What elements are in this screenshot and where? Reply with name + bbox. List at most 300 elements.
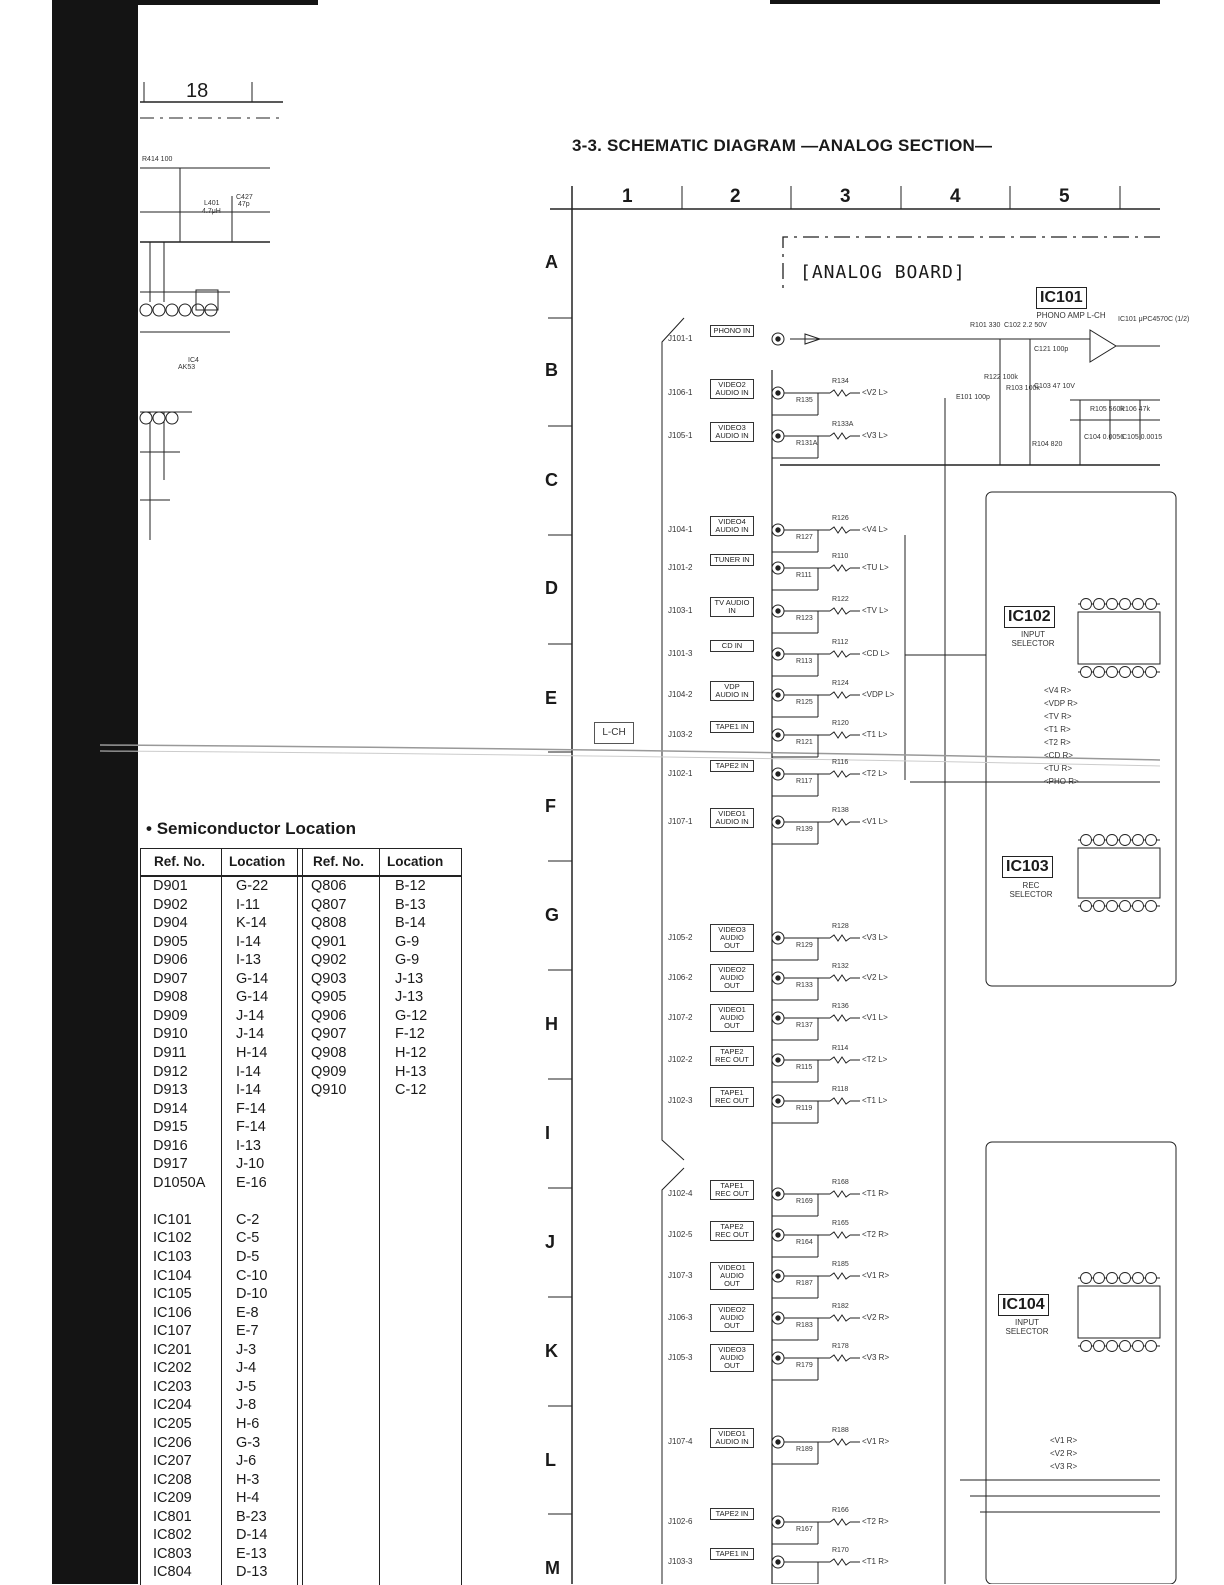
resistor-label: R165 [832, 1220, 849, 1227]
signal-tag: <V2 R> [862, 1313, 890, 1322]
left-fragment-label: AK53 [178, 364, 196, 371]
left-fragment-label: 47p [238, 201, 250, 208]
resistor-label: R169 [796, 1198, 813, 1205]
grid-row-letter: F [545, 796, 556, 816]
ic-pin [1146, 835, 1157, 846]
jack-box: VIDEO4 AUDIO IN [710, 516, 754, 536]
jack-connector-pin [776, 693, 780, 697]
jack-connector-pin [776, 609, 780, 613]
table-cell-location: I-14 [236, 1063, 261, 1080]
resistor-label: R134 [832, 378, 849, 385]
resistor-symbol [830, 732, 850, 738]
table-cell-location: I-14 [236, 933, 261, 950]
resistor-label: R122 [832, 596, 849, 603]
selector-input-tag: <CD R> [1044, 751, 1073, 760]
jack-connector-pin [776, 1192, 780, 1196]
selector-input-tag: <VDP R> [1044, 699, 1078, 708]
resistor-label: R137 [796, 1022, 813, 1029]
part-label: IC101 μPC4570C (1/2) [1118, 316, 1190, 323]
resistor-symbol [830, 1355, 850, 1361]
resistor-label: R117 [796, 778, 813, 785]
table-cell-location: J-5 [236, 1378, 257, 1395]
table-cell-ref: IC102 [153, 1230, 192, 1247]
ic-pin [1146, 599, 1157, 610]
table-cell-location: F-14 [236, 1100, 266, 1117]
jack-connector-pin [776, 1233, 780, 1237]
resistor-label: R116 [832, 759, 849, 766]
resistor-label: R188 [832, 1427, 849, 1434]
jack-ref: J102-3 [668, 1096, 693, 1105]
table-cell-location: I-13 [236, 952, 261, 969]
table-cell-ref: IC804 [153, 1564, 192, 1581]
resistor-label: R132 [832, 963, 849, 970]
table-cell-ref: D916 [153, 1137, 188, 1154]
ic-description: REC SELECTOR [1009, 881, 1053, 899]
resistor-label: R133A [832, 421, 854, 428]
resistor-symbol [830, 975, 850, 981]
table-cell-location: C-10 [236, 1267, 268, 1284]
resistor-symbol [830, 819, 850, 825]
table-cell-location: B-13 [395, 896, 426, 913]
table-cell-ref: Q903 [311, 970, 347, 987]
table-cell-ref: IC104 [153, 1267, 192, 1284]
table-header: Location [229, 854, 286, 869]
ic-pin [1094, 599, 1105, 610]
selector-input-tag: <T2 R> [1044, 738, 1071, 747]
ic-pin [1133, 901, 1144, 912]
table-cell-location: J-13 [395, 970, 424, 987]
resistor-symbol [830, 1015, 850, 1021]
jack-box: TAPE1 REC OUT [710, 1087, 754, 1107]
table-cell-ref: IC107 [153, 1323, 192, 1340]
table-cell-ref: D902 [153, 896, 188, 913]
left-fragment-label: IC4 [188, 357, 199, 364]
resistor-symbol [830, 1559, 850, 1565]
jack-box: VIDEO1 AUDIO IN [710, 1428, 754, 1448]
table-cell-ref: D905 [153, 933, 188, 950]
table-cell-ref: D1050A [153, 1174, 206, 1191]
jack-ref: J102-2 [668, 1055, 693, 1064]
signal-tag: <T2 R> [862, 1230, 889, 1239]
resistor-symbol [830, 608, 850, 614]
grid-column-number: 5 [1059, 186, 1070, 207]
resistor-label: R128 [832, 923, 849, 930]
jack-connector-pin [776, 1099, 780, 1103]
ic-label: IC103 [1002, 856, 1053, 878]
signal-tag: <T1 R> [862, 1189, 889, 1198]
table-cell-ref: Q808 [311, 915, 347, 932]
selector-input-tag: <TV R> [1044, 712, 1072, 721]
resistor-symbol [830, 1232, 850, 1238]
resistor-symbol [830, 935, 850, 941]
table-cell-location: D-14 [236, 1527, 268, 1544]
grid-row-letter: A [545, 252, 558, 272]
table-divider [302, 849, 303, 1585]
table-cell-ref: IC803 [153, 1545, 192, 1562]
jack-connector-pin [776, 1356, 780, 1360]
ic-pin [1146, 1273, 1157, 1284]
resistor-label: R170 [832, 1547, 849, 1554]
signal-tag: <CD L> [862, 649, 890, 658]
table-cell-ref: D917 [153, 1156, 188, 1173]
table-header: Ref. No. [313, 854, 365, 869]
resistor-label: R187 [796, 1280, 813, 1287]
jack-connector-pin [776, 434, 780, 438]
signal-tag: <T2 L> [862, 1055, 888, 1064]
grid-row-letter: J [545, 1232, 556, 1252]
table-cell-location: E-13 [236, 1545, 267, 1562]
table-divider [221, 849, 222, 1585]
ic-pin [1133, 1341, 1144, 1352]
ic-pin [1146, 901, 1157, 912]
part-label: R106 47k [1120, 406, 1150, 413]
signal-tag: <V1 L> [862, 1013, 888, 1022]
resistor-label: R115 [796, 1064, 813, 1071]
resistor-label: R189 [796, 1446, 813, 1453]
resistor-label: R168 [832, 1179, 849, 1186]
table-header: Location [387, 854, 444, 869]
section-title: 3-3. SCHEMATIC DIAGRAM —ANALOG SECTION— [572, 136, 993, 155]
grid-row-letter: K [545, 1341, 558, 1361]
jack-connector-pin [776, 528, 780, 532]
resistor-symbol [830, 1519, 850, 1525]
resistor-label: R138 [832, 807, 849, 814]
table-cell-ref: Q910 [311, 1082, 347, 1099]
table-cell-location: F-14 [236, 1119, 266, 1136]
jack-ref: J107-1 [668, 817, 693, 826]
ic-pin [1120, 1341, 1131, 1352]
part-label: C103 47 10V [1034, 383, 1075, 390]
resistor-label: R125 [796, 699, 813, 706]
table-cell-ref: D913 [153, 1082, 188, 1099]
jack-ref: J105-1 [668, 431, 693, 440]
jack-connector-pin [776, 1274, 780, 1278]
part-label: R105 560k [1090, 406, 1124, 413]
jack-box: VIDEO3 AUDIO OUT [710, 924, 754, 952]
table-cell-ref: IC802 [153, 1527, 192, 1544]
resistor-symbol [830, 527, 850, 533]
jack-connector-pin [776, 820, 780, 824]
part-label: C105 0.0015 [1122, 434, 1163, 441]
jack-ref: J107-4 [668, 1437, 693, 1446]
grid-row-letter: M [545, 1558, 560, 1578]
table-cell-location: C-5 [236, 1230, 260, 1247]
table-cell-location: E-7 [236, 1323, 259, 1340]
resistor-label: R124 [832, 680, 849, 687]
table-cell-ref: D912 [153, 1063, 188, 1080]
resistor-label: R119 [796, 1105, 813, 1112]
table-cell-location: G-3 [236, 1434, 261, 1451]
table-cell-location: D-5 [236, 1249, 260, 1265]
signal-tag: <VDP L> [862, 690, 895, 699]
resistor-symbol [830, 692, 850, 698]
ic-pin [1081, 599, 1092, 610]
table-cell-ref: D908 [153, 989, 188, 1006]
grid-row-letter: H [545, 1014, 558, 1034]
table-cell-ref: D911 [153, 1044, 187, 1061]
jack-ref: J101-3 [668, 649, 693, 658]
semiconductor-title-text: Semiconductor Location [156, 819, 356, 838]
ic-pin [1107, 901, 1118, 912]
jack-connector-pin [776, 391, 780, 395]
ic-pin [1146, 1341, 1157, 1352]
table-cell-location: H-13 [395, 1063, 427, 1080]
ic-pin [1120, 667, 1131, 678]
semiconductor-table [140, 848, 462, 1585]
signal-tag: <V2 L> [862, 973, 888, 982]
part-label: C121 100p [1034, 346, 1069, 353]
table-cell-ref: Q807 [311, 896, 347, 913]
table-cell-location: J-13 [395, 989, 424, 1006]
jack-box: VIDEO1 AUDIO IN [710, 808, 754, 828]
resistor-label: R178 [832, 1343, 849, 1350]
board-label: [ANALOG BOARD] [800, 262, 966, 283]
part-label: C104 0.0056 [1084, 434, 1125, 441]
signal-tag: <TV L> [862, 606, 889, 615]
ic-description: INPUT SELECTOR [1011, 630, 1055, 648]
grid-column-number: 3 [840, 186, 851, 207]
part-label: E101 100p [956, 394, 990, 401]
signal-tag: <V3 R> [862, 1353, 890, 1362]
table-cell-ref: IC203 [153, 1378, 192, 1395]
table-cell-ref: IC204 [153, 1397, 192, 1414]
grid-row-letter: B [545, 360, 558, 380]
jack-ref: J104-2 [668, 690, 693, 699]
ic-pin [1081, 1273, 1092, 1284]
jack-connector-pin [776, 733, 780, 737]
jack-ref: J102-5 [668, 1230, 693, 1239]
resistor-symbol [830, 1098, 850, 1104]
signal-tag: <T1 L> [862, 730, 888, 739]
table-cell-ref: D901 [153, 878, 188, 894]
jack-ref: J106-3 [668, 1313, 693, 1322]
signal-tag: <T1 L> [862, 1096, 888, 1105]
ic-pin [1081, 835, 1092, 846]
jack-box: VIDEO3 AUDIO IN [710, 422, 754, 442]
signal-tag: <V2 L> [862, 388, 888, 397]
jack-ref: J106-2 [668, 973, 693, 982]
jack-box: VDP AUDIO IN [710, 681, 754, 701]
jack-box: VIDEO2 AUDIO IN [710, 379, 754, 399]
resistor-symbol [830, 433, 850, 439]
table-cell-location: I-14 [236, 1082, 261, 1099]
signal-tag: <V4 L> [862, 525, 888, 534]
grid-column-number: 2 [730, 186, 741, 207]
grid-row-letter: I [545, 1123, 551, 1143]
table-cell-location: J-4 [236, 1360, 257, 1377]
resistor-symbol [830, 390, 850, 396]
jack-connector-pin [776, 936, 780, 940]
resistor-label: R133 [796, 982, 813, 989]
resistor-symbol [830, 1191, 850, 1197]
table-cell-ref: D907 [153, 970, 188, 987]
jack-box: VIDEO3 AUDIO OUT [710, 1344, 754, 1372]
table-cell-ref: Q906 [311, 1007, 347, 1024]
resistor-label: R118 [832, 1086, 849, 1093]
jack-box: TAPE2 IN [710, 760, 754, 772]
table-cell-location: D-10 [236, 1286, 268, 1303]
resistor-label: R123 [796, 615, 813, 622]
ic-pin [1081, 1341, 1092, 1352]
resistor-label: R127 [796, 534, 813, 541]
table-cell-location: G-12 [395, 1007, 428, 1024]
jack-connector-pin [776, 1016, 780, 1020]
grid-row-letter: D [545, 578, 558, 598]
resistor-label: R185 [832, 1261, 849, 1268]
jack-ref: J103-1 [668, 606, 693, 615]
table-cell-ref: D915 [153, 1119, 188, 1136]
table-cell-location: G-9 [395, 952, 420, 969]
resistor-label: R135 [796, 397, 813, 404]
jack-connector-pin [776, 1520, 780, 1524]
grid-column-number: 4 [950, 186, 961, 207]
resistor-label: R166 [832, 1507, 849, 1514]
selector-input-tag: <PHO R> [1044, 777, 1079, 786]
table-cell-ref: IC205 [153, 1415, 192, 1432]
table-cell-location: B-14 [395, 915, 426, 932]
jack-connector-pin [776, 1560, 780, 1564]
table-cell-ref: IC207 [153, 1453, 192, 1470]
table-cell-ref: Q902 [311, 952, 347, 969]
signal-tag: <V1 R> [862, 1437, 890, 1446]
jack-connector-pin [776, 1440, 780, 1444]
table-cell-ref: IC105 [153, 1286, 192, 1303]
table-cell-ref: IC202 [153, 1360, 192, 1377]
jack-box: CD IN [710, 640, 754, 652]
jack-box: VIDEO2 AUDIO OUT [710, 964, 754, 992]
table-cell-location: I-13 [236, 1137, 261, 1154]
signal-tag: <V3 L> [862, 933, 888, 942]
resistor-label: R164 [796, 1239, 813, 1246]
resistor-label: R131A [796, 440, 818, 447]
table-cell-location: J-14 [236, 1026, 265, 1043]
part-label: R122 100k [984, 374, 1018, 381]
ic-description: PHONO AMP L-CH [1036, 311, 1106, 320]
jack-box: TAPE2 REC OUT [710, 1221, 754, 1241]
part-label: R101 330 [970, 322, 1001, 329]
left-fragment-label: 4.7μH [202, 208, 221, 215]
jack-ref: J103-3 [668, 1557, 693, 1566]
jack-ref: J102-4 [668, 1189, 693, 1198]
table-cell-ref: Q907 [311, 1026, 347, 1043]
resistor-label: R120 [832, 720, 849, 727]
ic-pin [1133, 1273, 1144, 1284]
ic-pin [1107, 835, 1118, 846]
table-cell-location: E-16 [236, 1174, 267, 1191]
table-cell-location: G-14 [236, 989, 269, 1006]
ic-description: INPUT SELECTOR [1005, 1318, 1049, 1336]
ic-pin [1094, 1273, 1105, 1284]
table-cell-location: D-13 [236, 1564, 268, 1581]
resistor-symbol [830, 1439, 850, 1445]
jack-connector-pin [776, 772, 780, 776]
grid-row-letter: L [545, 1450, 556, 1470]
jack-box: VIDEO1 AUDIO OUT [710, 1004, 754, 1032]
table-cell-location: H-14 [236, 1044, 268, 1061]
jack-box: TAPE1 IN [710, 721, 754, 733]
table-cell-location: I-11 [236, 896, 260, 913]
table-cell-location: G-22 [236, 878, 269, 894]
jack-ref: J101-1 [668, 334, 693, 343]
ic-pin [1107, 1341, 1118, 1352]
signal-tag: <T2 R> [862, 1517, 889, 1526]
resistor-label: R114 [832, 1045, 849, 1052]
table-cell-location: J-3 [236, 1341, 257, 1358]
jack-connector-pin [776, 652, 780, 656]
ic-pin [1133, 835, 1144, 846]
resistor-label: R139 [796, 826, 813, 833]
part-label: C102 2.2 50V [1004, 322, 1047, 329]
jack-connector-pin [776, 566, 780, 570]
table-cell-ref: IC201 [153, 1341, 192, 1358]
table-cell-ref: Q905 [311, 989, 347, 1006]
table-cell-ref: IC801 [153, 1508, 192, 1525]
selector-input-tag: <T1 R> [1044, 725, 1071, 734]
jack-connector-pin [776, 1058, 780, 1062]
table-cell-location: B-23 [236, 1508, 267, 1525]
part-label: R103 100k [1006, 385, 1040, 392]
table-cell-ref: D910 [153, 1026, 188, 1043]
ic-pin [1094, 835, 1105, 846]
table-cell-location: C-2 [236, 1211, 260, 1228]
table-cell-ref: D914 [153, 1100, 188, 1117]
channel-label: L-CH [594, 722, 634, 744]
signal-tag: <V1 L> [862, 817, 888, 826]
table-cell-ref: Q908 [311, 1044, 347, 1061]
table-cell-location: C-12 [395, 1082, 427, 1099]
jack-ref: J102-1 [668, 769, 693, 778]
resistor-symbol [830, 1273, 850, 1279]
table-cell-location: B-12 [395, 878, 426, 894]
table-cell-ref: IC103 [153, 1249, 192, 1265]
table-divider [379, 849, 380, 1585]
resistor-label: R121 [796, 739, 813, 746]
jack-box: TAPE2 IN [710, 1508, 754, 1520]
ic-label: IC102 [1004, 606, 1055, 628]
table-cell-location: H-12 [395, 1044, 427, 1061]
selector-input-tag: <V4 R> [1044, 686, 1072, 695]
left-fragment-label: R414 100 [142, 156, 173, 163]
grid-row-letter: C [545, 470, 558, 490]
table-cell-ref: D904 [153, 915, 188, 932]
jack-ref: J103-2 [668, 730, 693, 739]
table-cell-ref: Q909 [311, 1063, 347, 1080]
jack-ref: J105-2 [668, 933, 693, 942]
jack-connector-pin [776, 976, 780, 980]
ic-pin [1133, 599, 1144, 610]
ic-pin [1094, 901, 1105, 912]
table-cell-ref: D909 [153, 1007, 188, 1024]
table-cell-ref: IC208 [153, 1471, 192, 1488]
jack-connector-pin [776, 1316, 780, 1320]
ic-pin [1107, 599, 1118, 610]
table-cell-location: J-14 [236, 1007, 265, 1024]
table-cell-ref: IC209 [153, 1490, 192, 1507]
jack-box: TAPE1 REC OUT [710, 1180, 754, 1200]
grid-row-letter: E [545, 688, 558, 708]
jack-box: TUNER IN [710, 554, 754, 566]
signal-tag: <V1 R> [862, 1271, 890, 1280]
table-divider [297, 849, 298, 1585]
resistor-label: R126 [832, 515, 849, 522]
left-fragment-label: C427 [236, 194, 253, 201]
resistor-label: R167 [796, 1526, 813, 1533]
jack-box: VIDEO1 AUDIO OUT [710, 1262, 754, 1290]
jack-box: TAPE2 REC OUT [710, 1046, 754, 1066]
ic-pin [1081, 901, 1092, 912]
jack-ref: J106-1 [668, 388, 693, 397]
signal-tag: <TU L> [862, 563, 889, 572]
